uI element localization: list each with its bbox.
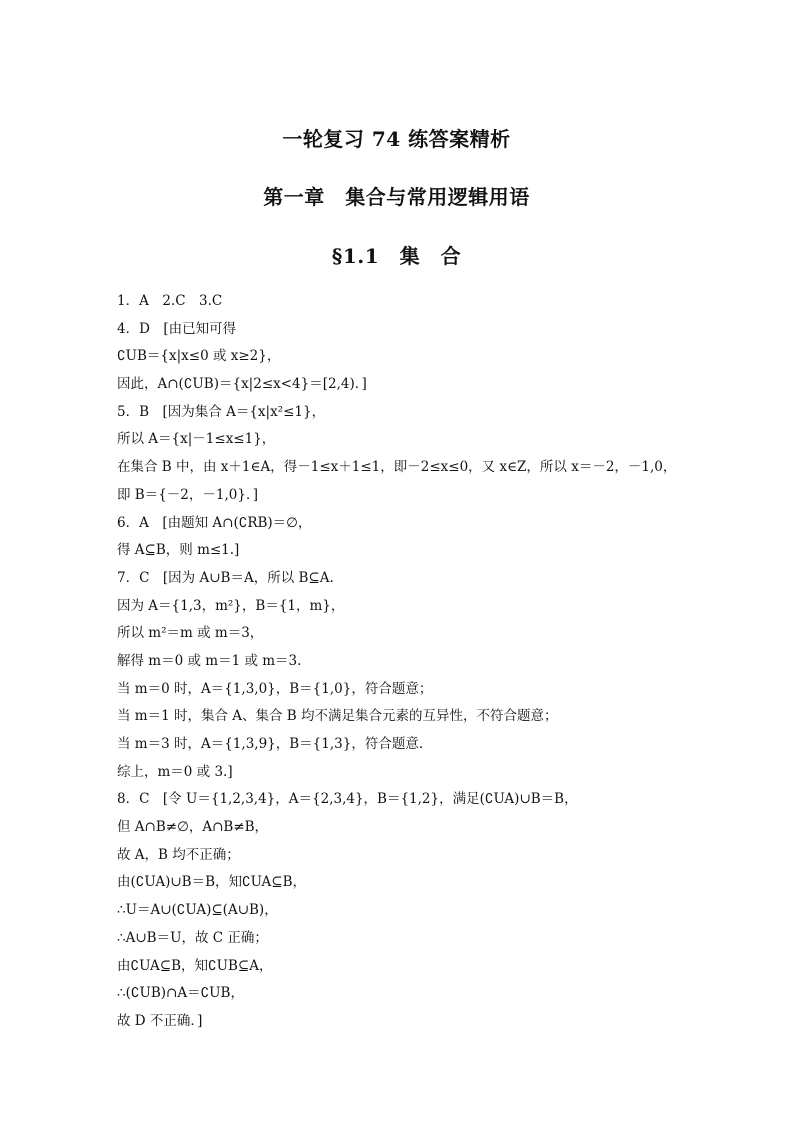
answer-line: 解得 m＝0 或 m＝1 或 m＝3. <box>117 652 302 669</box>
answer-line: 由∁UA⊆B，知∁UB⊆A， <box>117 957 273 974</box>
answer-line: ∁UB＝{x|x≤0 或 x≥2}， <box>117 348 281 365</box>
answer-line: 当 m＝0 时，A＝{1,3,0}，B＝{1,0}，符合题意； <box>117 680 433 697</box>
document-title: 一轮复习 74 练答案精析 <box>282 127 511 151</box>
answer-line: 4．D [由已知可得 <box>117 320 237 337</box>
answer-line: 在集合 B 中，由 x＋1∈A，得－1≤x＋1≤1，即－2≤x≤0，又 x∈Z，所以 x＝－2，－1,0， <box>117 459 677 476</box>
answer-line: 所以 A＝{x|－1≤x≤1}， <box>117 431 276 448</box>
answer-body <box>117 288 777 1036</box>
answer-line: 综上，m＝0 或 3.] <box>117 763 233 780</box>
section-heading: §1.1 集 合 <box>331 244 462 268</box>
answer-line: 8．C [令 U＝{1,2,3,4}，A＝{2,3,4}，B＝{1,2}，满足(∁UA)∪B＝B， <box>117 791 578 808</box>
answer-line: 当 m＝1 时，集合 A、集合 B 均不满足集合元素的互异性，不符合题意； <box>117 708 558 725</box>
answer-line: ∴U＝A∪(∁UA)⊆(A∪B)， <box>117 902 278 919</box>
answer-line: 7．C [因为 A∪B＝A，所以 B⊆A. <box>117 569 334 586</box>
answer-line: 但 A∩B≠∅，A∩B≠B， <box>117 819 269 836</box>
answer-line: 所以 m²＝m 或 m＝3， <box>117 625 264 642</box>
answer-line: 5．B [因为集合 A＝{x|x²≤1}， <box>117 403 326 420</box>
answer-line: 当 m＝3 时，A＝{1,3,9}，B＝{1,3}，符合题意． <box>117 736 433 752</box>
answer-line: 因为 A＝{1,3，m²}，B＝{1，m}， <box>117 597 345 614</box>
answer-line: 即 B＝{－2，－1,0}．] <box>117 486 258 503</box>
chapter-heading: 第一章 集合与常用逻辑用语 <box>263 185 530 209</box>
answer-line: 得 A⊆B，则 m≤1.] <box>117 542 240 559</box>
answer-line: 1．A 2.C 3.C <box>117 293 223 309</box>
answer-line: 6．A [由题知 A∩(∁RB)＝∅， <box>117 514 312 531</box>
answer-line: ∴(∁UB)∩A＝∁UB， <box>117 985 244 1002</box>
answer-line: 故 A，B 均不正确； <box>117 846 240 863</box>
answer-line: ∴A∪B＝U，故 C 正确； <box>117 929 268 946</box>
answer-line: 由(∁UA)∪B＝B，知∁UA⊆B， <box>117 874 307 891</box>
answer-line: 故 D 不正确．] <box>117 1012 203 1029</box>
answer-line: 因此，A∩(∁UB)＝{x|2≤x<4}＝[2,4)．] <box>117 376 367 393</box>
